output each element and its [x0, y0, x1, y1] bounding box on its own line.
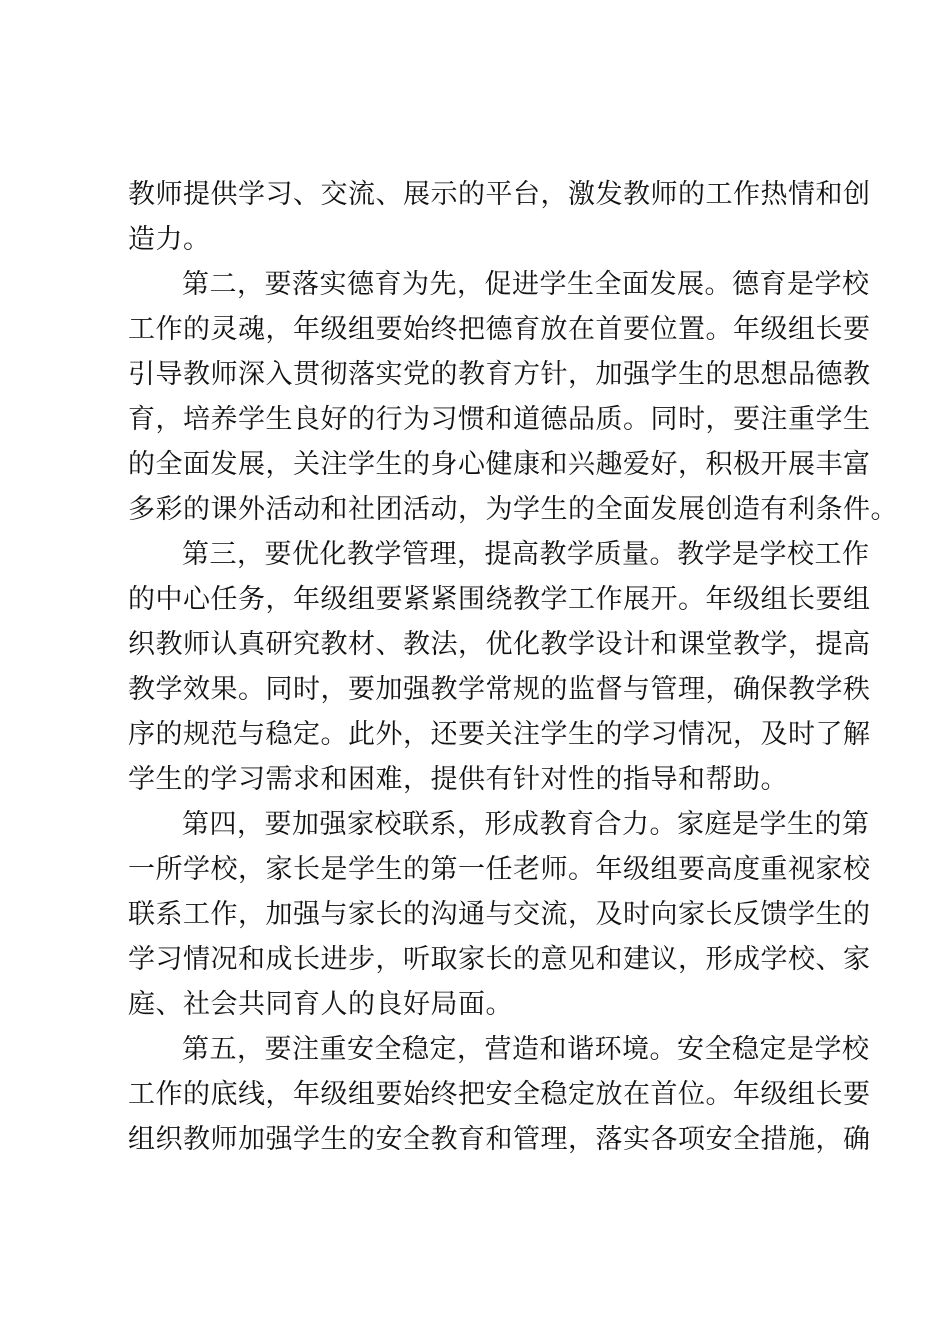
text-line: 第三，要优化教学管理，提高教学质量。教学是学校工作: [182, 539, 870, 570]
text-line: 工作的底线，年级组要始终把安全稳定放在首位。年级组长要: [128, 1079, 871, 1110]
text-line: 第二，要落实德育为先，促进学生全面发展。德育是学校: [182, 269, 870, 300]
text-line: 的中心任务，年级组要紧紧围绕教学工作展开。年级组长要组: [128, 584, 871, 615]
text-line: 庭、社会共同育人的良好局面。: [128, 989, 513, 1020]
text-line: 教学效果。同时，要加强教学常规的监督与管理，确保教学秩: [128, 674, 871, 705]
text-line: 一所学校，家长是学生的第一任老师。年级组要高度重视家校: [128, 854, 871, 885]
text-line: 第四，要加强家校联系，形成教育合力。家庭是学生的第: [182, 809, 870, 840]
text-line: 引导教师深入贯彻落实党的教育方针，加强学生的思想品德教: [128, 359, 871, 390]
text-line: 学生的学习需求和困难，提供有针对性的指导和帮助。: [128, 764, 788, 795]
text-line: 育，培养学生良好的行为习惯和道德品质。同时，要注重学生: [128, 404, 871, 435]
text-line: 织教师认真研究教材、教法，优化教学设计和课堂教学，提高: [128, 629, 871, 660]
text-line: 工作的灵魂，年级组要始终把德育放在首要位置。年级组长要: [128, 314, 871, 345]
text-line: 组织教师加强学生的安全教育和管理，落实各项安全措施，确: [128, 1124, 871, 1155]
text-line: 的全面发展，关注学生的身心健康和兴趣爱好，积极开展丰富: [128, 449, 871, 480]
text-line: 第五，要注重安全稳定，营造和谐环境。安全稳定是学校: [182, 1034, 870, 1065]
body-text: [128, 172, 898, 1162]
text-line: 多彩的课外活动和社团活动，为学生的全面发展创造有利条件。: [128, 494, 898, 525]
text-line: 序的规范与稳定。此外，还要关注学生的学习情况，及时了解: [128, 719, 871, 750]
text-line: 教师提供学习、交流、展示的平台，激发教师的工作热情和创: [128, 179, 871, 210]
text-line: 造力。: [128, 224, 211, 255]
text-line: 联系工作，加强与家长的沟通与交流，及时向家长反馈学生的: [128, 899, 871, 930]
text-line: 学习情况和成长进步，听取家长的意见和建议，形成学校、家: [128, 944, 871, 975]
